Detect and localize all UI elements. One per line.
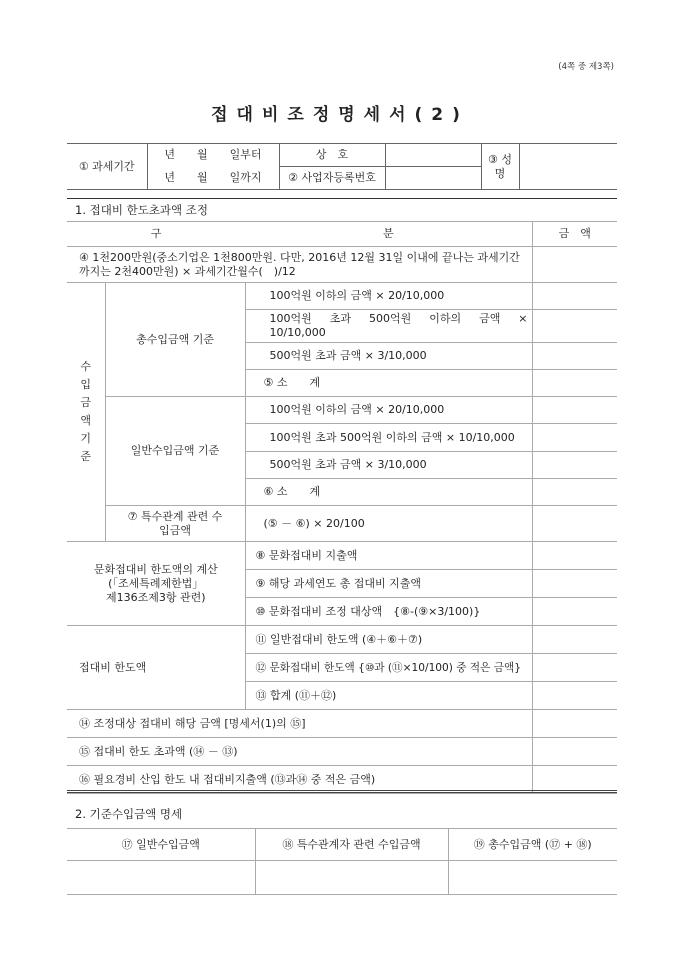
col-18: ⑱ 특수관계자 관련 수입금액	[255, 829, 448, 861]
section-divider	[67, 790, 617, 793]
row-4: ④ 1천200만원(중소기업은 1천800만원. 다만, 2016년 12월 31일 이내에 끝나는 과세기간까지는 2천400만원) × 과세기간월수( )/12	[67, 247, 532, 283]
amount-g3[interactable]	[532, 452, 617, 479]
amount-5[interactable]	[532, 370, 617, 397]
limit-label: 접대비 한도액	[67, 626, 245, 710]
row-13: ⑬ 합계 (⑪＋⑫)	[245, 682, 532, 710]
row-12: ⑫ 문화접대비 한도액 {⑩과 (⑪×10/100) 중 적은 금액}	[245, 654, 532, 682]
total-income-label: 총수입금액 기준	[105, 283, 245, 397]
col-bun: 분	[245, 222, 532, 247]
row-14: ⑭ 조정대상 접대비 해당 금액 [명세서(1)의 ⑮]	[67, 710, 532, 738]
row-9: ⑨ 해당 과세연도 총 접대비 지출액	[245, 570, 532, 598]
name-value[interactable]	[519, 144, 617, 190]
col-19: ⑲ 총수입금액 (⑰ + ⑱)	[448, 829, 617, 861]
amount-4[interactable]	[532, 247, 617, 283]
name-label: ③ 성 명	[481, 144, 519, 190]
period-from[interactable]: 년 월 일부터	[147, 144, 279, 167]
amount-7[interactable]	[532, 506, 617, 542]
period-label: ① 과세기간	[67, 144, 147, 190]
limit-calculation-table	[67, 221, 617, 794]
special-income-label: ⑦ 특수관계 관련 수입금액	[105, 506, 245, 542]
amount-8[interactable]	[532, 542, 617, 570]
value-17[interactable]	[67, 861, 255, 895]
header-table	[67, 143, 617, 190]
amount-14[interactable]	[532, 710, 617, 738]
value-18[interactable]	[255, 861, 448, 895]
bizno-value[interactable]	[385, 167, 481, 190]
amount-t2[interactable]	[532, 310, 617, 343]
col-amount: 금 액	[532, 222, 617, 247]
company-value[interactable]	[385, 144, 481, 167]
row-11: ⑪ 일반접대비 한도액 (④＋⑥＋⑦)	[245, 626, 532, 654]
income-basis-label: 수입금액기준	[67, 283, 105, 542]
amount-11[interactable]	[532, 626, 617, 654]
subtotal-6: ⑥ 소 계	[245, 479, 532, 506]
general-income-tier3: 500억원 초과 금액 × 3/10,000	[245, 452, 532, 479]
general-income-label: 일반수입금액 기준	[105, 397, 245, 506]
company-label: 상 호	[279, 144, 385, 167]
col-gu: 구	[67, 222, 245, 247]
section2-title: 2. 기준수입금액 명세	[75, 807, 183, 821]
amount-9[interactable]	[532, 570, 617, 598]
amount-g2[interactable]	[532, 424, 617, 452]
amount-t1[interactable]	[532, 283, 617, 310]
general-income-tier1: 100억원 이하의 금액 × 20/10,000	[245, 397, 532, 424]
total-income-tier2: 100억원 초과 500억원 이하의 금액 × 10/10,000	[245, 310, 532, 343]
amount-12[interactable]	[532, 654, 617, 682]
col-17: ⑰ 일반수입금액	[67, 829, 255, 861]
period-to[interactable]: 년 월 일까지	[147, 167, 279, 190]
amount-6[interactable]	[532, 479, 617, 506]
row-15: ⑮ 접대비 한도 초과액 (⑭ － ⑬)	[67, 738, 532, 766]
amount-g1[interactable]	[532, 397, 617, 424]
amount-t3[interactable]	[532, 343, 617, 370]
amount-10[interactable]	[532, 598, 617, 626]
row-16: ⑯ 필요경비 산입 한도 내 접대비지출액 (⑬과⑭ 중 적은 금액)	[67, 766, 532, 794]
section1-title: 1. 접대비 한도초과액 조정	[67, 198, 617, 220]
row-10: ⑩ 문화접대비 조정 대상액 {⑧-(⑨×3/100)}	[245, 598, 532, 626]
total-income-tier3: 500억원 초과 금액 × 3/10,000	[245, 343, 532, 370]
amount-15[interactable]	[532, 738, 617, 766]
amount-13[interactable]	[532, 682, 617, 710]
row-8: ⑧ 문화접대비 지출액	[245, 542, 532, 570]
page-number: (4쪽 중 제3쪽)	[558, 62, 614, 72]
special-income-formula: (⑤ － ⑥) × 20/100	[245, 506, 532, 542]
bizno-label: ② 사업자등록번호	[279, 167, 385, 190]
general-income-tier2: 100억원 초과 500억원 이하의 금액 × 10/10,000	[245, 424, 532, 452]
total-income-tier1: 100억원 이하의 금액 × 20/10,000	[245, 283, 532, 310]
form-title: 접대비조정명세서(2)	[211, 105, 469, 125]
culture-limit-label: 문화접대비 한도액의 계산 (「조세특례제한법」 제136조제3항 관련)	[67, 542, 245, 626]
base-income-table	[67, 828, 617, 895]
value-19[interactable]	[448, 861, 617, 895]
subtotal-5: ⑤ 소 계	[245, 370, 532, 397]
